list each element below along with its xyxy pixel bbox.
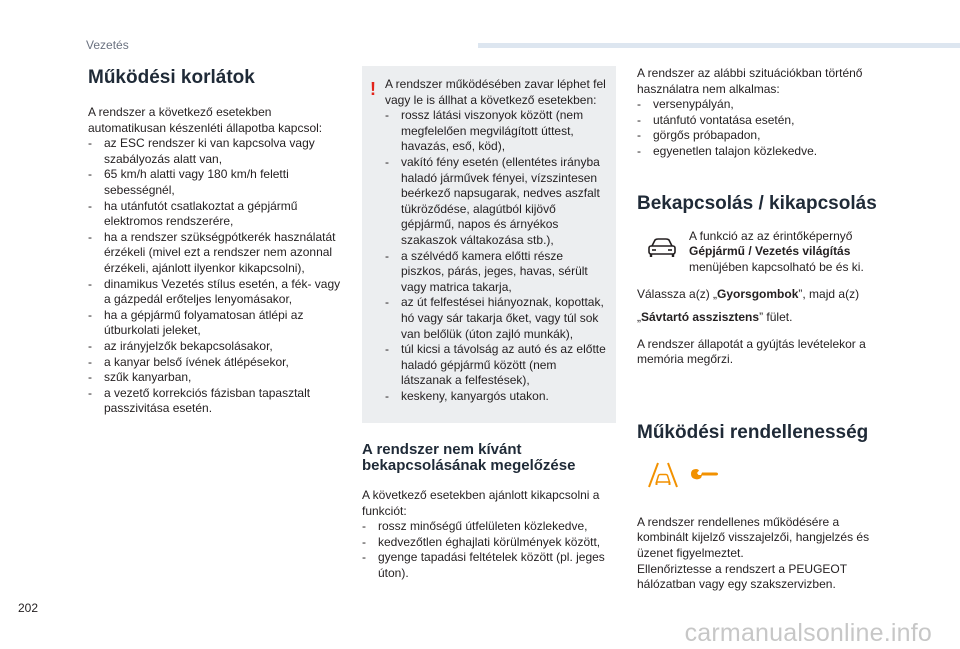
column-limitations [88,66,348,417]
unsuitable-item: - utánfutó vontatása esetén, [637,113,899,129]
touchscreen-row [637,229,899,276]
limitations-item: - ha a gépjármű folyamatosan átlépi az útburkolati jeleket, [88,308,348,339]
warning-item: - a szélvédő kamera előtti része piszkos, párás, jeges, havas, sérült vagy matrica takarja, [385,249,606,296]
header-bar [478,43,960,48]
select-line-2 [637,310,899,326]
unsuitable-item: - egyenetlen talajon közlekedve. [637,144,899,160]
warning-item: - keskeny, kanyargós utakon. [385,389,606,405]
section-title-fault: Működési rendellenesség [637,421,869,443]
prevent-list [362,519,616,581]
section-title-limitations: Működési korlátok [88,67,255,88]
limitations-item: - szűk kanyarban, [88,370,348,386]
limitations-item: - az irányjelzők bekapcsolásakor, [88,339,348,355]
shortcuts-label: Gyorsgombok [717,287,799,302]
limitations-item: - 65 km/h alatti vagy 180 km/h feletti sebességnél, [88,167,348,198]
car-front-icon [647,237,677,259]
prevent-item: - rossz minőségű útfelületen közlekedve, [362,519,616,535]
warning-item: - rossz látási viszonyok között (nem megfelelően megvilágított úttest, havazás, eső, köd), [385,108,606,155]
watermark: carmanualsonline.info [684,619,932,647]
fault-text: A rendszer rendellenes működésére a kombinált kijelző visszajelzői, hangjelzés és üzenet figyelmeztet. [637,514,870,560]
warning-list [385,108,606,404]
limitations-item: - ha utánfutót csatlakoztat a gépjármű elektromos rendszerére, [88,199,348,230]
lane-assist-warning-icon [647,462,679,488]
page-number: 202 [18,601,39,615]
fault-icons [637,459,899,497]
menu-path: Gépjármű / Vezetés világítás [689,244,851,259]
touchscreen-text-a: A funkció az az érintőképernyő [689,228,853,243]
warning-exclamation-icon: ! [370,79,376,99]
warning-item: - vakító fény esetén (ellentétes irányba haladó járművek fényei, vízszintesen beérkező napsugarak, nedves aszfalt tükröződése, alagútból kijövő gépjármű, napos és árnyékos szakaszok váltakozása stb.), [385,155,606,249]
unsuitable-intro: A rendszer az alábbi szituációkban történő használatra nem alkalmas: [637,66,863,96]
prevent-intro: A következő esetekben ajánlott kikapcsolni a funkciót: [362,488,600,518]
column-switch [637,66,899,593]
select-text-c: „ [637,309,641,324]
select-text-d: ” fület. [759,309,793,324]
lane-assist-tab-label: Sávtartó asszisztens [641,309,760,324]
warning-intro: A rendszer működésében zavar léphet fel vagy le is állhat a következő esetekben: [385,77,606,107]
wrench-icon [689,467,721,481]
prevent-item: - gyenge tapadási feltételek között (pl. jeges úton). [362,550,616,581]
limitations-item: - ha a rendszer szükségpótkerék használatát érzékeli (mivel ezt a rendszer nem azonnal érzékeli, ajánlott ilyenkor kikapcsolni), [88,230,348,277]
select-line-1 [637,287,899,303]
section-title-switch: Bekapcsolás / kikapcsolás [637,192,877,214]
prevent-item: - kedvezőtlen éghajlati körülmények között, [362,535,616,551]
memory-text: A rendszer állapotát a gyújtás levételekor a memória megőrzi. [637,336,866,367]
warning-item: - túl kicsi a távolság az autó és az előtte haladó gépjármű között (nem látszanak a felfestések), [385,342,606,389]
unsuitable-item: - görgős próbapadon, [637,128,899,144]
touchscreen-text-b: menüjében kapcsolható be és ki. [689,259,864,274]
unsuitable-list [637,97,899,159]
section-title-prevent: A rendszer nem kívánt bekapcsolásának megelőzése [362,441,576,474]
fault-check-text: Ellenőriztesse a rendszert a PEUGEOT hálózatban vagy egy szakszervizben. [637,561,847,592]
unsuitable-item: - versenypályán, [637,97,899,113]
touchscreen-text [689,229,899,276]
warning-box [362,66,616,423]
warning-item: - az út felfestései hiányoznak, kopottak, hó vagy sár takarja őket, vagy túl sok van belőlük (úton zajló munkák), [385,295,606,342]
limitations-item: - az ESC rendszer ki van kapcsolva vagy szabályozás alatt van, [88,136,348,167]
limitations-item: - a kanyar belső ívének átlépésekor, [88,355,348,371]
limitations-intro: A rendszer a következő esetekben automatikusan készenléti állapotba kapcsol: [88,105,323,135]
select-text-b: ”, majd a(z) [798,287,860,302]
chapter-label: Vezetés [86,38,129,52]
limitations-item: - dinamikus Vezetés stílus esetén, a fék- vagy a gázpedál erőteljes lenyomásakor, [88,277,348,308]
column-warning [362,66,616,582]
limitations-item: - a vezető korrekciós fázisban tapasztalt passzivitása esetén. [88,386,348,417]
select-text-a: Válassza a(z) „ [637,287,718,302]
limitations-list [88,136,348,417]
